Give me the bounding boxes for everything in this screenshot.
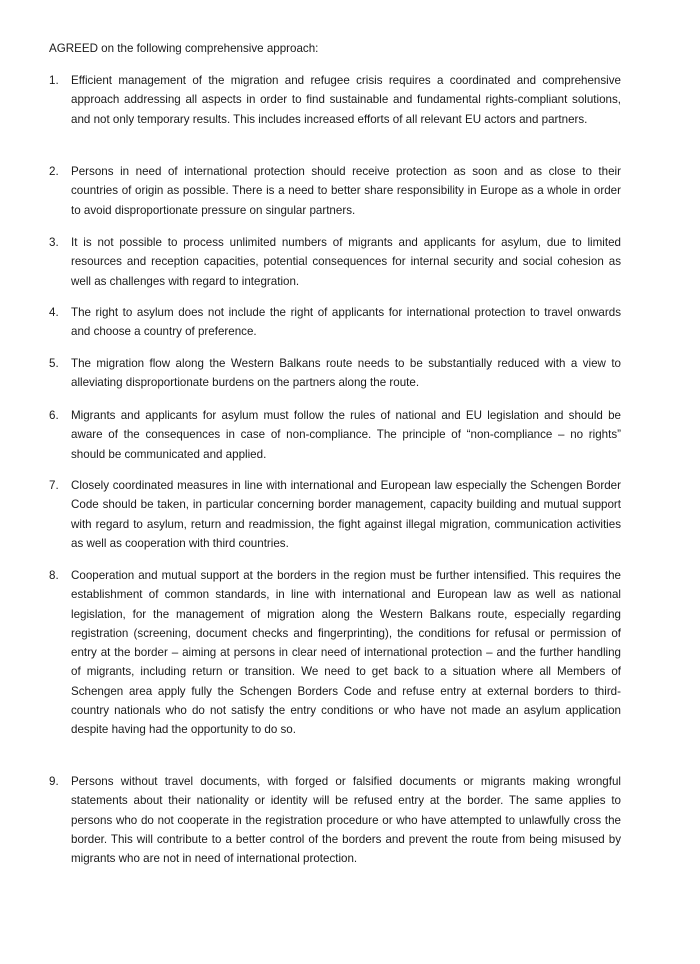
item-text: The right to asylum does not include the right of applicants for international protection to travel onwards and choose a country of preference.: [71, 306, 621, 339]
item-number: 5.: [49, 357, 59, 370]
item-text: Migrants and applicants for asylum must follow the rules of national and EU legislation and should be aware of the consequences in case of non-compliance. The principle of “non-compliance – no rights” should be communicated and applied.: [71, 409, 621, 461]
item-number: 4.: [49, 306, 59, 319]
item-text: The migration flow along the Western Balkans route needs to be substantially reduced with a view to alleviating disproportionate burdens on the partners along the route.: [71, 357, 621, 390]
intro-text: AGREED on the following comprehensive approach:: [49, 42, 319, 55]
list-item-6: [49, 406, 621, 464]
item-number: 3.: [49, 236, 59, 249]
item-number: 7.: [49, 479, 59, 492]
item-text: Persons without travel documents, with forged or falsified documents or migrants making wrongful statements about their nationality or identity will be refused entry at the border. The same applies to persons who do not cooperate in the registration procedure or who have attempted to unlawfully cross the border. This will contribute to a better control of the borders and prevent the route from being misused by migrants who are not in need of international protection.: [71, 775, 621, 866]
list-item-7: [49, 476, 621, 553]
list-item-1: [49, 71, 621, 129]
item-text: It is not possible to process unlimited numbers of migrants and applicants for asylum, due to limited resources and reception capacities, potential consequences for internal security and social cohesion as well as challenges with regard to integration.: [71, 236, 621, 288]
list-item-2: [49, 162, 621, 220]
item-text: Persons in need of international protection should receive protection as soon and as close to their countries of origin as possible. There is a need to better share responsibility in Europe as a whole in order to avoid disproportionate pressure on singular partners.: [71, 165, 621, 217]
list-item-3: [49, 233, 621, 291]
item-number: 9.: [49, 775, 59, 788]
item-number: 2.: [49, 165, 59, 178]
item-number: 1.: [49, 74, 59, 87]
list-item-9: [49, 772, 621, 868]
item-number: 6.: [49, 409, 59, 422]
list-item-8: [49, 566, 621, 740]
item-text: Closely coordinated measures in line with international and European law especially the Schengen Border Code should be taken, in particular concerning border management, capacity building and mutual support with regard to asylum, return and readmission, the fight against illegal migration, communication activities as well as cooperation with third countries.: [71, 479, 621, 550]
list-item-4: [49, 303, 621, 342]
item-text: Cooperation and mutual support at the borders in the region must be further intensified. This requires the establishment of common standards, in line with international and European law as well as national legislation, for the management of migration along the Western Balkans route, especially regarding registration (screening, document checks and fingerprinting), the conditions for refusal or permission of entry at the border – aiming at persons in clear need of international protection – and the further handling of migrants, including return or transition. We need to get back to a situation where all Members of Schengen area apply fully the Schengen Borders Code and refuse entry at external borders to third-country nationals who do not satisfy the entry conditions or who have not made an asylum application despite having had the opportunity to do so.: [71, 569, 621, 737]
item-number: 8.: [49, 569, 59, 582]
list-item-5: [49, 354, 621, 393]
item-text: Efficient management of the migration and refugee crisis requires a coordinated and comprehensive approach addressing all aspects in order to find sustainable and fundamental rights-compliant solutions, and not only temporary results. This includes increased efforts of all relevant EU actors and partners.: [71, 74, 621, 126]
